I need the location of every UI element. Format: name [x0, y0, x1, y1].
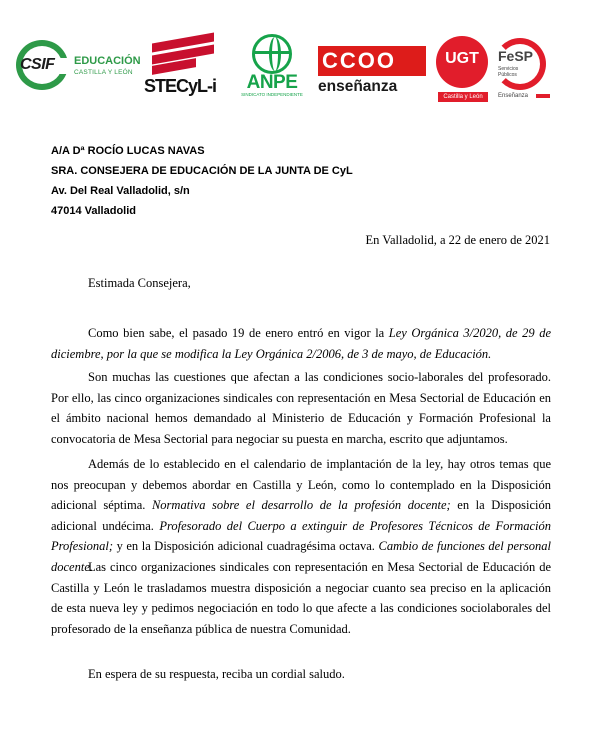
date-line: En Valladolid, a 22 de enero de 2021 — [365, 233, 550, 247]
paragraph-1-text: Como bien sabe, el pasado 19 de enero entró en vigor la — [88, 326, 389, 340]
ugt-fesp-logo — [436, 36, 556, 106]
paragraph-1 — [51, 323, 551, 364]
fesp-name: FeSP — [498, 48, 534, 64]
csif-logo — [16, 40, 144, 90]
csif-region: CASTILLA Y LEÓN — [74, 69, 133, 76]
paragraph-2 — [51, 367, 551, 449]
anpe-name: ANPE — [246, 72, 298, 93]
globe-icon — [252, 34, 292, 74]
letterhead-logos — [0, 0, 596, 115]
greeting: Estimada Consejera, — [88, 276, 191, 290]
ccoo-logo — [318, 46, 428, 100]
recipient-city: 47014 Valladolid — [51, 205, 136, 217]
ugt-mark-text: UGT — [445, 50, 479, 67]
provision-title-2: Profesorado del Cuerpo a extinguir de Profesores Técnicos de Formación Profesional; — [51, 518, 551, 553]
recipient-block — [51, 141, 353, 221]
stecyl-name: STECyL-i — [144, 76, 217, 96]
anpe-logo — [236, 34, 308, 98]
ccoo-badge — [318, 46, 426, 76]
recipient-title: SRA. CONSEJERA DE EDUCACIÓN DE LA JUNTA DE CyL — [51, 165, 353, 177]
paragraph-5 — [51, 664, 551, 685]
paragraph-4 — [51, 557, 551, 639]
recipient-street: Av. Del Real Valladolid, s/n — [51, 185, 190, 197]
fesp-subtitle: Servicios Públicos — [498, 66, 519, 78]
fesp-ensenanza: Enseñanza — [498, 93, 529, 99]
paragraph-2-text: Son muchas las cuestiones que afectan a las condiciones socio-laborales del profesorado. Por ello, las cinco organizaciones sindicales con representación en Mesa Sectorial de Educación en el ámbito nacional hemos demandado al Ministerio de Educación y Formación Profesional la convocatoria de Mesa Sectorial para negociar su puesta en marcha, escrito que adjuntamos. — [51, 370, 551, 446]
paragraph-3-text-b: en la Disposición adicional undécima. — [51, 498, 551, 533]
provision-title-1: Normativa sobre el desarrollo de la profesión docente; — [151, 498, 451, 512]
paragraph-4-text: Las cinco organizaciones sindicales con representación en Mesa Sectorial de Educación de Castilla y León le trasladamos muestra disposición a negociar cuanto sea preciso en la aplicación de esta nueva ley y pedimos negociación en todo lo que afecte a las condiciones sociolaborales del profesorado de la enseñanza pública de nuestra Comunidad. — [51, 560, 551, 636]
csif-mark-text: CSIF — [20, 56, 55, 73]
ugt-region: Castilla y León — [443, 94, 483, 100]
paragraph-3-text-c: y en la Disposición adicional cuadragésima octava. — [113, 539, 379, 553]
closing-text: En espera de su respuesta, reciba un cordial saludo. — [88, 667, 345, 681]
paragraph-3-text-a: Además de lo establecido en el calendario de implantación de la ley, hay otros temas que nos preocupan y debemos abordar en Castilla y León, como lo contemplado en la Disposición adicional séptima. — [51, 457, 551, 512]
ccoo-name: enseñanza — [318, 78, 398, 95]
provision-title-3: Cambio de funciones del personal docente. — [51, 539, 551, 574]
fesp-accent-bar — [536, 94, 550, 98]
ccoo-mark-text: CCOO — [322, 48, 396, 73]
recipient-name: A/A Dª ROCÍO LUCAS NAVAS — [51, 145, 205, 157]
law-citation: Ley Orgánica 3/2020, de 29 de diciembre, por la que se modifica la Ley Orgánica 2/2006, de 3 de mayo, de Educación. — [51, 326, 552, 361]
fesp-arc-icon — [494, 38, 546, 90]
csif-name: EDUCACIÓN — [74, 55, 141, 67]
stecyl-logo — [144, 36, 228, 98]
anpe-subtitle: SINDICATO INDEPENDIENTE — [241, 92, 303, 97]
